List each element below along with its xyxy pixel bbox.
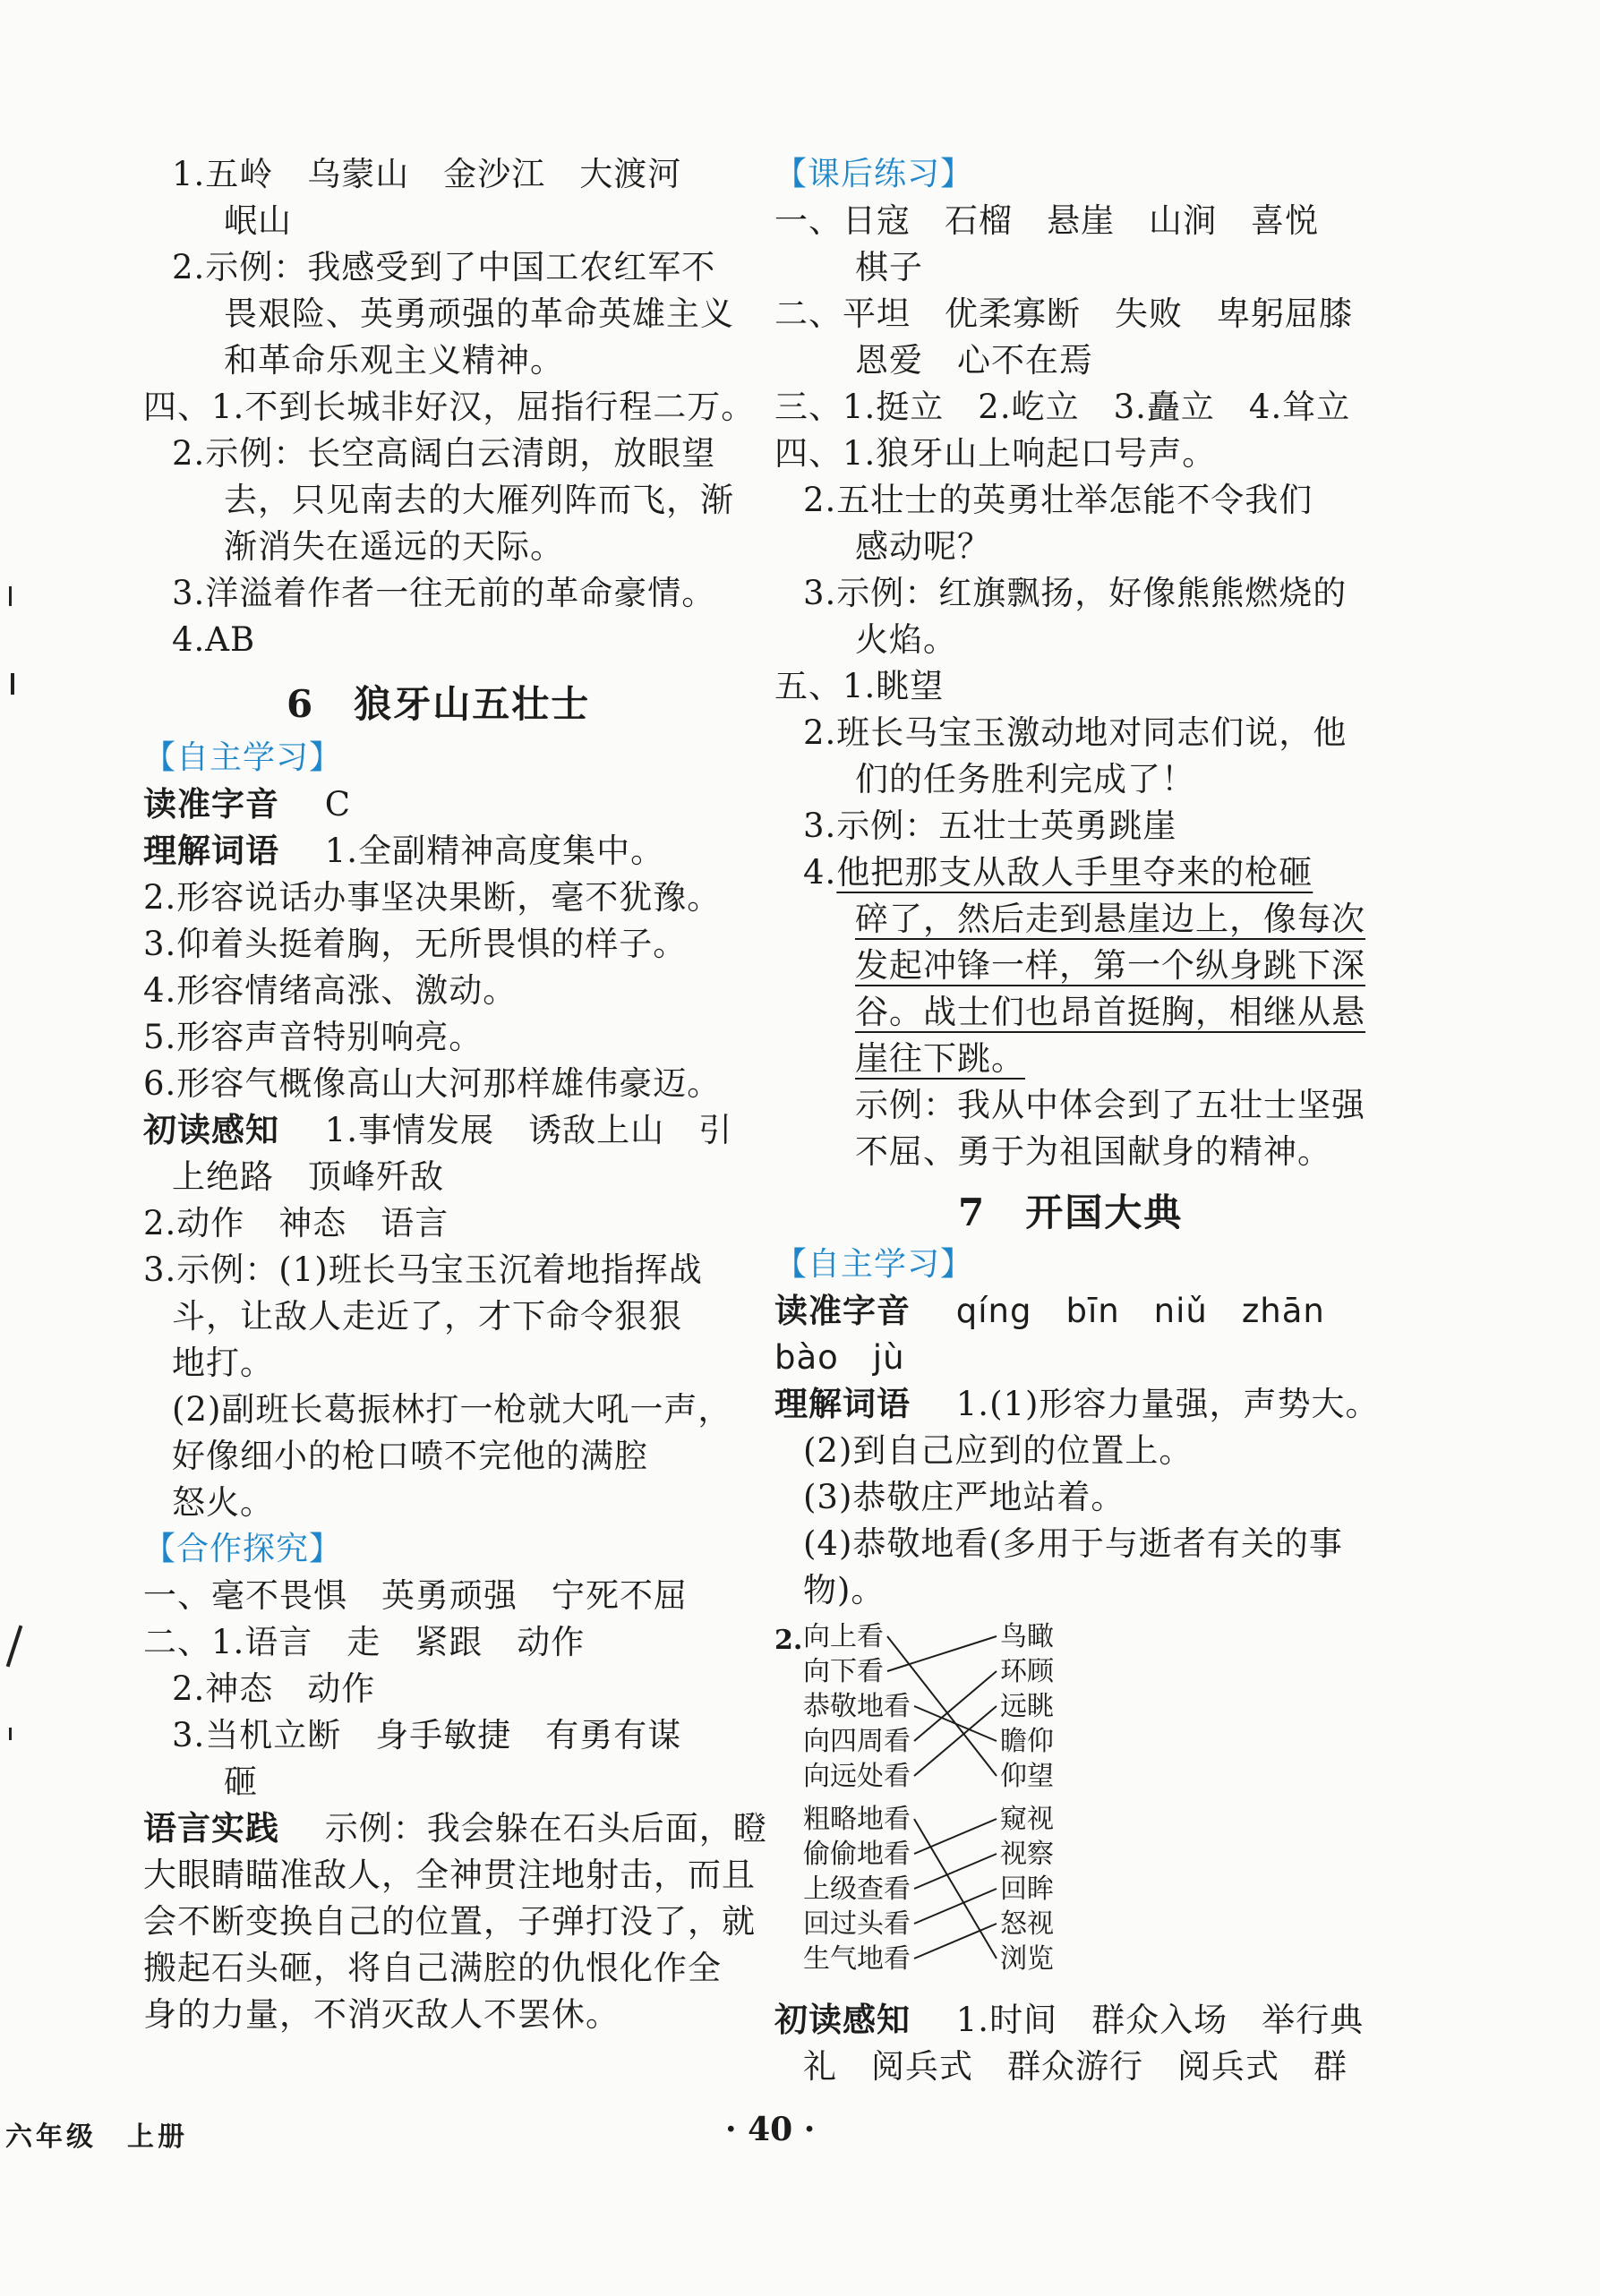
matching-number: 2. [774,1625,803,1656]
answer-line: 渐消失在遥远的天际。 [224,527,564,566]
pinyin-answer: qíng bīn niǔ zhān [955,1292,1325,1330]
footer-grade: 六年级 上册 [5,2121,188,2153]
match-left-word: 粗略地看 [803,1804,911,1835]
answer-line [774,1382,1379,1427]
answer-line: 会不断变换自己的位置，子弹打没了，就 [143,1902,756,1941]
answer-line: 感动呢？ [855,527,991,566]
label-dzzy: 读准字音 [143,785,279,824]
scan-mark [11,673,14,695]
answer-line: 火焰。 [855,620,957,659]
answer-line: 斗，让敌人走近了，才下命令狠狠 [172,1297,682,1336]
label-yysj: 语言实践 [143,1809,279,1848]
lesson-title-6: 6 狼牙山五壮士 [287,682,591,726]
match-line [914,1889,997,1924]
match-line [914,1854,997,1889]
label-ljcy: 理解词语 [774,1385,911,1423]
answer-text: 1.全副精神高度集中。 [324,832,665,870]
answer-line: 和革命乐观主义精神。 [224,341,564,380]
answer-line [803,850,1313,895]
answer-line: 礼 阅兵式 群众游行 阅兵式 群 [803,2047,1348,2086]
answer-line: 好像细小的枪口喷不完他的满腔 [172,1437,648,1475]
scan-mark [9,1728,12,1740]
answer-line: 5.形容声音特别响亮。 [143,1018,483,1056]
answer-line: (3)恭敬庄严地站着。 [803,1478,1125,1516]
answer-line: 身的力量，不消灭敌人不罢休。 [143,1995,620,2034]
match-right-word: 瞻仰 [1000,1726,1054,1757]
underlined-line: 碎了，然后走到悬崖边上，像每次 [855,900,1365,938]
match-right-word: 环顾 [1000,1656,1054,1687]
match-line [914,1819,997,1959]
section-header-zizhu: 【自主学习】 [143,739,343,776]
scan-mark [6,1626,23,1668]
answer-line: 砸 [224,1763,258,1801]
answer-line: 4.AB [172,620,256,659]
answer-line [143,782,351,827]
answer-line: 6.形容气概像高山大河那样雄伟豪迈。 [143,1064,722,1103]
lesson-title-7: 7 开国大典 [958,1191,1184,1234]
match-left-word: 回过头看 [803,1908,911,1940]
underlined-line: 发起冲锋一样，第一个纵身跳下深 [855,946,1365,985]
match-right-word: 仰望 [1000,1761,1054,1792]
answer-line: 四、1.狼牙山上响起口号声。 [774,434,1217,473]
answer-line: 地打。 [172,1344,274,1382]
answer-line: 2.示例：长空高阔白云清朗，放眼望 [172,434,716,473]
answer-text: C [324,785,352,824]
matching-diagram [774,1618,1383,1994]
answer-line: (2)到自己应到的位置上。 [803,1431,1194,1470]
answer-line [143,1108,732,1153]
match-right-word: 鸟瞰 [1000,1621,1054,1652]
answer-line: 2.五壮士的英勇壮举怎能不令我们 [803,481,1313,519]
answer-line: 们的任务胜利完成了！ [855,760,1195,798]
answer-line: 怒火。 [172,1483,274,1522]
match-right-word: 窥视 [1000,1804,1054,1835]
answer-line [143,1806,767,1851]
underlined-line: 崖往下跳。 [855,1039,1025,1078]
match-line [914,1706,997,1776]
answer-line: 岷山 [224,201,292,240]
answer-line: 3.示例：五壮士英勇跳崖 [803,807,1177,845]
answer-line: 二、平坦 优柔寡断 失败 卑躬屈膝 [774,294,1353,333]
label-dzzy: 读准字音 [774,1292,911,1330]
page-number: · 40 · [725,2111,816,2148]
answer-text: 1.时间 群众入场 举行典 [955,2001,1365,2039]
section-header-kehou: 【课后练习】 [774,156,974,192]
answer-line: 上绝路 顶峰歼敌 [172,1157,444,1196]
answer-line: 3.洋溢着作者一往无前的革命豪情。 [172,574,716,612]
answer-line: 一、毫不畏惧 英勇顽强 宁死不屈 [143,1576,688,1615]
match-line [914,1706,997,1741]
answer-line: 不屈、勇于为祖国献身的精神。 [855,1132,1331,1171]
item-number: 4. [803,853,837,892]
answer-line: 2.班长马宝玉激动地对同志们说，他 [803,713,1348,752]
answer-line: 五、1.眺望 [774,667,945,705]
answer-line [774,1998,1364,2043]
answer-line: 1.五岭 乌蒙山 金沙江 大渡河 [172,155,682,193]
answer-line [143,829,664,874]
answer-line: 3.仰着头挺着胸，无所畏惧的样子。 [143,925,688,963]
answer-line: 2.动作 神态 语言 [143,1204,449,1242]
match-right-word: 浏览 [1000,1943,1054,1975]
match-left-word: 偷偷地看 [803,1839,911,1870]
match-left-word: 向四周看 [803,1726,911,1757]
match-left-word: 向远处看 [803,1761,911,1792]
scan-mark [9,586,12,606]
answer-line: 2.神态 动作 [172,1669,376,1708]
answer-line: 物)。 [803,1571,886,1609]
match-line [914,1924,997,1959]
answer-line: 畏艰险、英勇顽强的革命英雄主义 [224,294,734,333]
match-line [914,1671,997,1741]
label-cdgz: 初读感知 [143,1111,279,1149]
answer-line: 大眼睛瞄准敌人，全神贯注地射击，而且 [143,1856,756,1894]
answer-line [774,1289,1325,1334]
answer-line: 3.示例：(1)班长马宝玉沉着地指挥战 [143,1250,703,1289]
answer-line: 4.形容情绪高涨、激动。 [143,971,518,1010]
answer-line: 三、1.挺立 2.屹立 3.矗立 4.耸立 [774,388,1351,426]
answer-text: 示例：我会躲在石头后面，瞪 [324,1809,767,1848]
answer-line: 2.示例：我感受到了中国工农红军不 [172,248,716,286]
answer-line: 搬起石头砸，将自己满腔的仇恨化作全 [143,1949,722,1987]
answer-line: 2.形容说话办事坚决果断，毫不犹豫。 [143,878,722,917]
match-line [914,1819,997,1854]
answer-text: 1.(1)形容力量强，声势大。 [955,1385,1380,1423]
answer-line: 去，只见南去的大雁列阵而飞，渐 [224,481,734,519]
match-right-word: 远眺 [1000,1691,1054,1722]
match-line [887,1636,997,1671]
section-header-hezuo: 【合作探究】 [143,1531,343,1567]
answer-line: 一、日寇 石榴 悬崖 山涧 喜悦 [774,201,1319,240]
section-header-zizhu-2: 【自主学习】 [774,1246,974,1283]
underlined-line: 谷。战士们也昂首挺胸，相继从悬 [855,993,1365,1031]
answer-line: 四、1.不到长城非好汉，屈指行程二万。 [143,388,756,426]
answer-line: 二、1.语言 走 紧跟 动作 [143,1623,586,1661]
match-left-word: 上级查看 [803,1874,911,1905]
answer-line: 3.示例：红旗飘扬，好像熊熊燃烧的 [803,574,1348,612]
answer-line: 示例：我从中体会到了五壮士坚强 [855,1086,1365,1124]
answer-line: 棋子 [855,248,923,286]
underlined-text: 他把那支从敌人手里夺来的枪砸 [836,853,1313,892]
answer-line: (4)恭敬地看(多用于与逝者有关的事 [803,1524,1343,1563]
label-cdgz: 初读感知 [774,2001,911,2039]
match-left-word: 向下看 [803,1656,884,1687]
answer-text: 1.事情发展 诱敌上山 引 [324,1111,733,1149]
match-left-word: 向上看 [803,1621,884,1652]
match-right-word: 回眸 [1000,1874,1054,1905]
label-ljcy: 理解词语 [143,832,279,870]
answer-line: 恩爱 心不在焉 [855,341,1093,380]
answer-line: 3.当机立断 身手敏捷 有勇有谋 [172,1716,682,1754]
match-right-word: 怒视 [1000,1908,1054,1940]
answer-line: (2)副班长葛振林打一枪就大吼一声， [172,1390,732,1429]
match-left-word: 生气地看 [803,1943,911,1975]
match-left-word: 恭敬地看 [803,1691,911,1722]
match-right-word: 视察 [1000,1839,1054,1870]
pinyin-answer: bào jù [774,1338,905,1377]
